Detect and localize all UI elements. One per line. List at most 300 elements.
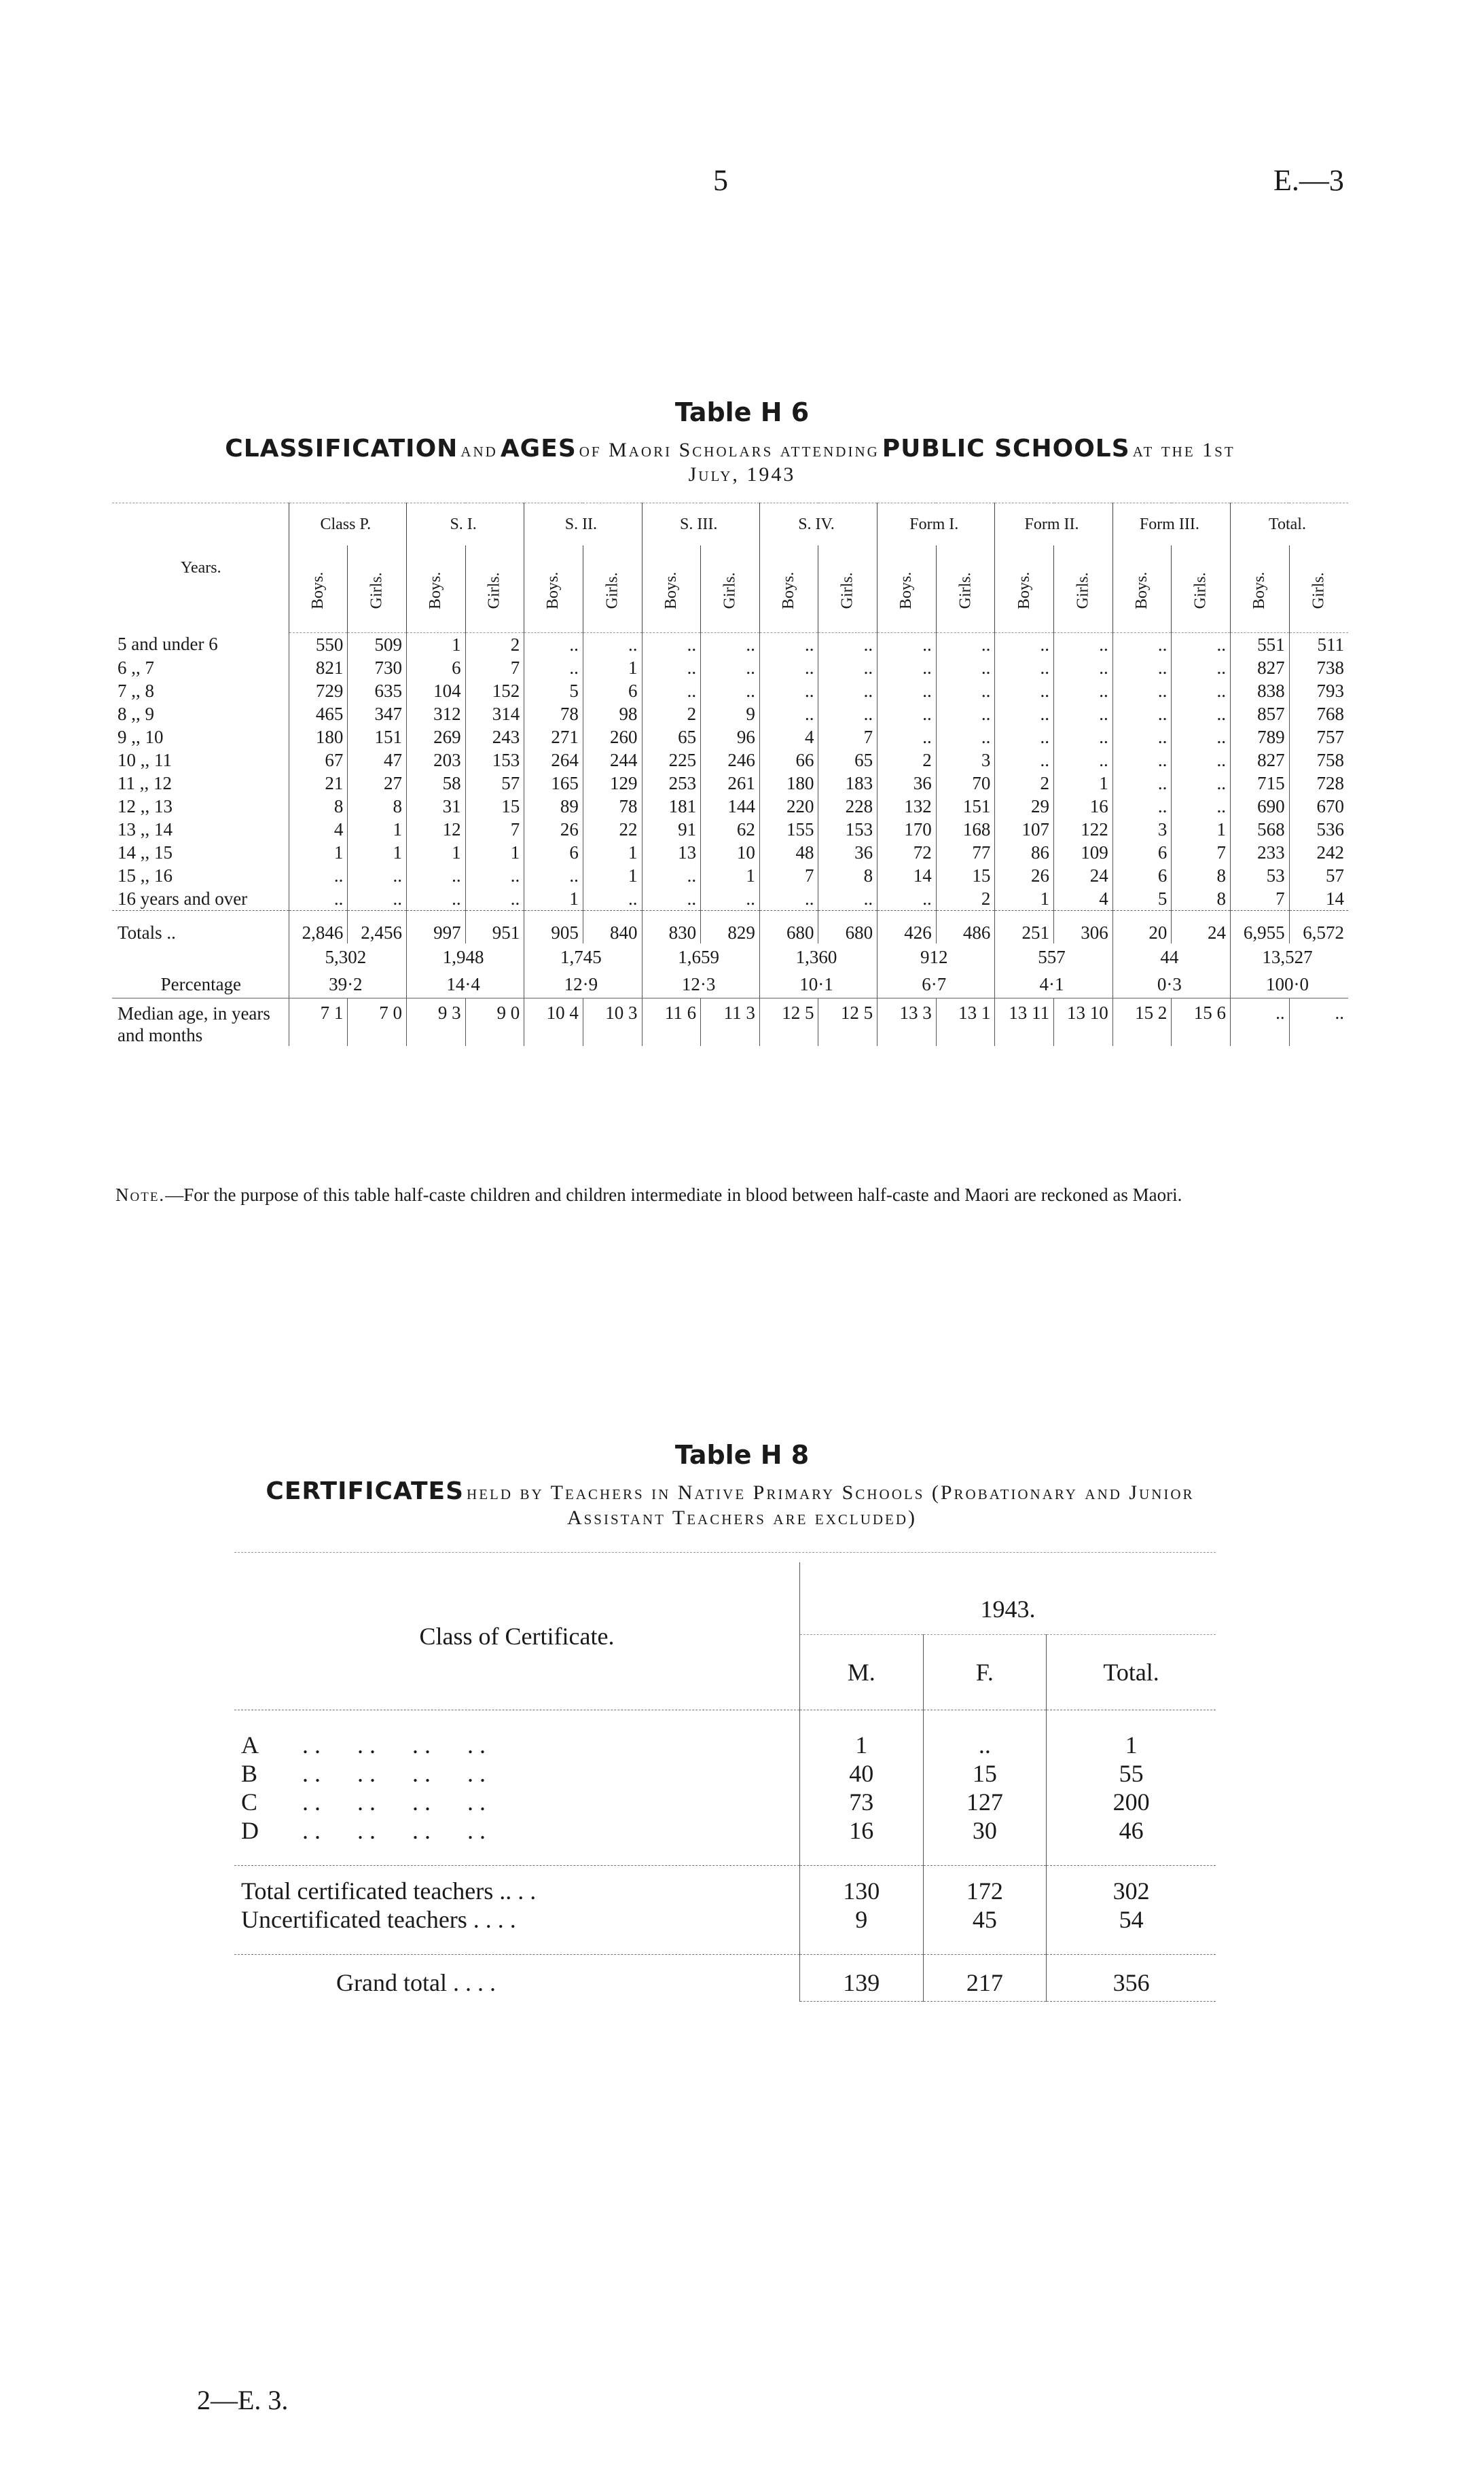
table-h8-heading-line2: Assistant Teachers are excluded) [566,1507,918,1529]
value-cell: .. [1054,702,1113,725]
value-cell: 78 [524,702,583,725]
median-cell: 13 10 [1054,998,1113,1047]
value-cell: .. [995,633,1054,657]
value-cell: 65 [642,725,701,749]
cert-total: 1 [1047,1731,1216,1759]
total-cell: 840 [583,911,642,944]
value-cell: .. [1172,749,1231,772]
value-cell: .. [759,702,818,725]
value-cell: 36 [877,772,937,795]
value-cell: 4 [289,818,348,841]
value-cell: .. [524,656,583,679]
value-cell: .. [759,887,818,911]
percentage-cell: 39·2 [289,971,406,998]
years-cell: 5 and under 6 [117,634,218,655]
certificate-class-cell [234,1759,800,1788]
uncertificated-m: 9 [800,1905,924,1934]
value-cell: 77 [936,841,995,864]
note-text: —For the purpose of this table half-caste children and children intermediate in blood between half-caste and Maori are reckoned as Maori. [165,1185,1182,1205]
value-cell: 62 [701,818,760,841]
table-row [234,1866,1216,1906]
value-cell: .. [289,887,348,911]
value-cell: 36 [818,841,877,864]
value-cell: .. [583,887,642,911]
value-cell: 730 [348,656,407,679]
heading-classification: CLASSIFICATION [225,435,458,463]
boys-header: Boys. [308,571,327,609]
combined-cell: 5,302 [289,943,406,971]
value-cell: 312 [406,702,465,725]
value-cell: 155 [759,818,818,841]
page-footer: 2—E. 3. [197,2385,289,2415]
value-cell: 1 [348,818,407,841]
value-cell: .. [1054,725,1113,749]
value-cell: 6 [406,656,465,679]
value-cell: 8 [348,795,407,818]
value-cell: .. [818,702,877,725]
value-cell: 1 [701,864,760,887]
total-cell: 680 [818,911,877,944]
value-cell: .. [936,702,995,725]
value-cell: .. [701,679,760,702]
value-cell: 7 [465,656,524,679]
value-cell: 122 [1054,818,1113,841]
table-row [112,795,1348,818]
certificated-m: 130 [800,1866,924,1906]
value-cell: 151 [936,795,995,818]
value-cell: 203 [406,749,465,772]
combined-row [112,943,1348,971]
value-cell: .. [642,864,701,887]
table-h6-heading-line2: July, 1943 [688,463,796,486]
girls-header: Girls. [485,572,503,609]
value-cell: 86 [995,841,1054,864]
value-cell: .. [995,656,1054,679]
value-cell: 53 [1230,864,1289,887]
value-cell: 1 [524,887,583,911]
group-header: Class P. [289,503,406,546]
median-cell: 12 5 [759,998,818,1047]
value-cell: 271 [524,725,583,749]
grand-f: 217 [923,1955,1047,2002]
note [115,1183,1365,1206]
value-cell: 1 [289,841,348,864]
percentage-cell: 14·4 [406,971,524,998]
value-cell: .. [1112,795,1172,818]
value-cell: 768 [1289,702,1348,725]
value-cell: 107 [995,818,1054,841]
years-cell: 12 ,, 13 [117,795,173,816]
total-cell: 306 [1054,911,1113,944]
table-row [112,656,1348,679]
value-cell: 13 [642,841,701,864]
value-cell: 2 [877,749,937,772]
value-cell: .. [936,633,995,657]
value-cell: .. [348,887,407,911]
years-cell: 11 ,, 12 [117,772,172,793]
leader-dots: . . . . . . . . [302,1760,486,1787]
value-cell: 24 [1054,864,1113,887]
total-cell: 24 [1172,911,1231,944]
table-h6-sub-header [112,545,1348,633]
value-cell: 690 [1230,795,1289,818]
value-cell: .. [1112,633,1172,657]
value-cell: 228 [818,795,877,818]
value-cell: .. [877,725,937,749]
girls-header: Girls. [1074,572,1092,609]
value-cell: 670 [1289,795,1348,818]
value-cell: 153 [818,818,877,841]
table-row [234,1816,1216,1845]
note-label: Note. [115,1185,166,1205]
value-cell: 220 [759,795,818,818]
group-header: Form II. [995,503,1112,546]
value-cell: 26 [524,818,583,841]
years-cell: 14 ,, 15 [117,842,173,863]
value-cell: 9 [701,702,760,725]
value-cell: 1 [465,841,524,864]
year-header: 1943. [800,1562,1216,1635]
value-cell: 58 [406,772,465,795]
value-cell: .. [877,702,937,725]
total-cell: 2,846 [289,911,348,944]
value-cell: .. [289,864,348,887]
value-cell: 47 [348,749,407,772]
value-cell: 96 [701,725,760,749]
certificate-class-cell [234,1816,800,1845]
value-cell: .. [1054,749,1113,772]
median-cell: 15 2 [1112,998,1172,1047]
value-cell: .. [524,864,583,887]
median-cell: .. [1230,998,1289,1047]
boys-header: Boys. [544,571,562,609]
combined-cell: 13,527 [1230,943,1348,971]
value-cell: .. [995,679,1054,702]
page-number: 5 [713,164,728,197]
leader-dots: . . . . . . . . [302,1788,486,1816]
certificate-class: D [241,1817,259,1844]
median-cell: 13 3 [877,998,937,1047]
group-header: S. I. [406,503,524,546]
percentage-row [112,971,1348,998]
boys-header: Boys. [897,571,916,609]
combined-cell: 1,948 [406,943,524,971]
median-cell: 9 0 [465,998,524,1047]
certificate-class: B [241,1760,258,1787]
value-cell: 153 [465,749,524,772]
table-h8-title: Table H 8 [674,1440,810,1470]
value-cell: .. [1112,725,1172,749]
value-cell: 48 [759,841,818,864]
value-cell: .. [1112,679,1172,702]
years-cell: 16 years and over [117,888,248,909]
value-cell: .. [642,656,701,679]
total-header: Total. [1047,1635,1216,1710]
value-cell: .. [995,749,1054,772]
value-cell: 4 [1054,887,1113,911]
years-cell: 6 ,, 7 [117,657,154,678]
table-row [112,702,1348,725]
cert-f: 30 [923,1816,1047,1845]
group-header: Total. [1230,503,1348,546]
table-row [112,633,1348,657]
value-cell: 22 [583,818,642,841]
total-cell: 997 [406,911,465,944]
table-h6-group-header [112,503,1348,546]
value-cell: 728 [1289,772,1348,795]
value-cell: 827 [1230,656,1289,679]
group-header: S. II. [524,503,642,546]
value-cell: 168 [936,818,995,841]
value-cell: .. [877,656,937,679]
table-row [234,1759,1216,1788]
years-cell: 10 ,, 11 [117,749,172,770]
value-cell: .. [1172,633,1231,657]
table-h6 [112,503,1348,1046]
cert-f: .. [923,1731,1047,1759]
value-cell: 181 [642,795,701,818]
table-h8-body [234,1731,1216,1845]
table-row [112,887,1348,911]
value-cell: .. [1054,633,1113,657]
page-reference: E.—3 [1273,164,1344,197]
value-cell: .. [1112,772,1172,795]
value-cell: 91 [642,818,701,841]
certificate-class: A [241,1731,259,1759]
cert-m: 73 [800,1788,924,1816]
table-row [112,864,1348,887]
value-cell: .. [465,887,524,911]
value-cell: 347 [348,702,407,725]
value-cell: 261 [701,772,760,795]
total-cell: 830 [642,911,701,944]
girls-header: Girls. [838,572,856,609]
value-cell: 253 [642,772,701,795]
combined-cell: 1,745 [524,943,642,971]
table-row [112,841,1348,864]
value-cell: 180 [759,772,818,795]
combined-cell: 1,659 [642,943,759,971]
value-cell: .. [701,887,760,911]
cert-total: 55 [1047,1759,1216,1788]
value-cell: 14 [877,864,937,887]
value-cell: 3 [936,749,995,772]
value-cell: 57 [465,772,524,795]
value-cell: 857 [1230,702,1289,725]
value-cell: 8 [289,795,348,818]
value-cell: 551 [1230,633,1289,657]
table-row [234,1788,1216,1816]
table-h6-body [112,633,1348,1047]
girls-header: Girls. [603,572,621,609]
value-cell: 151 [348,725,407,749]
value-cell: 31 [406,795,465,818]
heading-date: at the 1st [1132,439,1235,461]
boys-header: Boys. [780,571,798,609]
total-cell: 486 [936,911,995,944]
total-cell: 2,456 [348,911,407,944]
value-cell: 3 [1112,818,1172,841]
heading-ages: AGES [500,435,577,463]
median-cell: .. [1289,998,1348,1047]
median-cell: 9 3 [406,998,465,1047]
total-cell: 680 [759,911,818,944]
value-cell: 7 [1230,887,1289,911]
value-cell: .. [348,864,407,887]
median-cell: 10 3 [583,998,642,1047]
grand-total: 356 [1047,1955,1216,2002]
value-cell: 465 [289,702,348,725]
total-cell: 6,955 [1230,911,1289,944]
uncertificated-label: Uncertificated teachers . . . . [241,1906,516,1933]
value-cell: .. [877,633,937,657]
percentage-cell: 4·1 [995,971,1112,998]
value-cell: .. [642,887,701,911]
table-row [112,772,1348,795]
value-cell: 242 [1289,841,1348,864]
girls-header: Girls. [1191,572,1210,609]
value-cell: 738 [1289,656,1348,679]
certificated-total: 302 [1047,1866,1216,1906]
value-cell: 16 [1054,795,1113,818]
value-cell: .. [818,633,877,657]
years-cell: 9 ,, 10 [117,726,164,747]
table-row [112,749,1348,772]
value-cell: 15 [936,864,995,887]
leader-dots: . . . . . . . . [302,1817,486,1844]
value-cell: 550 [289,633,348,657]
years-header: Years. [112,503,289,633]
value-cell: 2 [995,772,1054,795]
value-cell: 7 [1172,841,1231,864]
table-row [234,1731,1216,1759]
total-cell: 251 [995,911,1054,944]
median-row [112,998,1348,1047]
value-cell: 104 [406,679,465,702]
value-cell: 10 [701,841,760,864]
value-cell: 15 [465,795,524,818]
total-cell: 20 [1112,911,1172,944]
value-cell: 757 [1289,725,1348,749]
value-cell: .. [1172,656,1231,679]
f-header: F. [923,1635,1047,1710]
percentage-cell: 0·3 [1112,971,1230,998]
value-cell: .. [759,633,818,657]
value-cell: 7 [759,864,818,887]
value-cell: 65 [818,749,877,772]
cert-m: 1 [800,1731,924,1759]
group-header: S. IV. [759,503,877,546]
median-cell: 12 5 [818,998,877,1047]
value-cell: .. [642,679,701,702]
certificate-class-cell [234,1731,800,1759]
value-cell: 1 [583,656,642,679]
table-h8 [234,1562,1216,2002]
percentage-cell: 12·3 [642,971,759,998]
value-cell: 21 [289,772,348,795]
total-cell: 951 [465,911,524,944]
value-cell: 1 [406,841,465,864]
value-cell: 758 [1289,749,1348,772]
boys-header: Boys. [427,571,445,609]
table-h8-heading [112,1477,1348,1505]
value-cell: .. [701,656,760,679]
value-cell: .. [1112,656,1172,679]
value-cell: 72 [877,841,937,864]
percentage-label: Percentage [160,973,242,994]
value-cell: 5 [1112,887,1172,911]
value-cell: .. [406,887,465,911]
value-cell: 1 [406,633,465,657]
class-of-certificate-header: Class of Certificate. [234,1562,800,1710]
value-cell: 180 [289,725,348,749]
value-cell: .. [1112,749,1172,772]
value-cell: 70 [936,772,995,795]
value-cell: .. [818,679,877,702]
value-cell: 98 [583,702,642,725]
value-cell: 132 [877,795,937,818]
value-cell: 165 [524,772,583,795]
certificated-f: 172 [923,1866,1047,1906]
value-cell: 6 [583,679,642,702]
value-cell: .. [1172,679,1231,702]
m-header: M. [800,1635,924,1710]
value-cell: 2 [465,633,524,657]
value-cell: 243 [465,725,524,749]
percentage-cell: 10·1 [759,971,877,998]
years-cell: 13 ,, 14 [117,818,173,840]
table-row [112,679,1348,702]
value-cell: .. [701,633,760,657]
totals-row [112,911,1348,944]
value-cell: 729 [289,679,348,702]
value-cell: 89 [524,795,583,818]
median-cell: 13 11 [995,998,1054,1047]
combined-cell: 1,360 [759,943,877,971]
value-cell: 27 [348,772,407,795]
value-cell: 1 [583,841,642,864]
value-cell: .. [818,656,877,679]
girls-header: Girls. [367,572,386,609]
years-cell: 15 ,, 16 [117,865,173,886]
percentage-cell: 6·7 [877,971,995,998]
median-cell: 11 3 [701,998,760,1047]
boys-header: Boys. [1250,571,1269,609]
cert-total: 200 [1047,1788,1216,1816]
cert-m: 40 [800,1759,924,1788]
value-cell: 789 [1230,725,1289,749]
median-cell: 15 6 [1172,998,1231,1047]
combined-label [112,943,289,971]
certificate-class-cell [234,1788,800,1816]
value-cell: .. [995,725,1054,749]
value-cell: 269 [406,725,465,749]
value-cell: 793 [1289,679,1348,702]
value-cell: 66 [759,749,818,772]
value-cell: 511 [1289,633,1348,657]
value-cell: 1 [995,887,1054,911]
table-row [112,725,1348,749]
value-cell: .. [1172,702,1231,725]
percentage-cell: 12·9 [524,971,642,998]
value-cell: .. [995,702,1054,725]
girls-header: Girls. [721,572,739,609]
cert-m: 16 [800,1816,924,1845]
value-cell: .. [877,679,937,702]
value-cell: 57 [1289,864,1348,887]
value-cell: .. [936,656,995,679]
value-cell: 129 [583,772,642,795]
